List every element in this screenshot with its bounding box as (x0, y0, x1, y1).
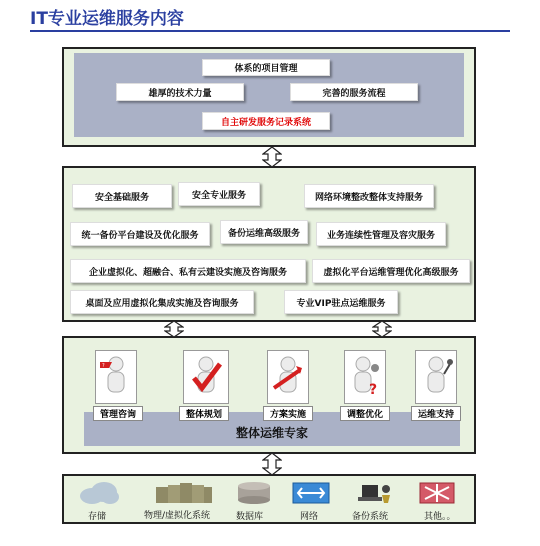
step-implementation-label: 方案实施 (263, 406, 313, 421)
network-router-icon (292, 482, 330, 504)
service-virtualization-ops: 虚拟化平台运维管理优化高级服务 (312, 259, 470, 283)
service-security-basic: 安全基础服务 (72, 184, 172, 208)
top-middle-arrow (262, 146, 282, 168)
infrastructure-panel (62, 474, 476, 524)
title-rule (30, 30, 510, 32)
service-virtualization-cloud: 企业虚拟化、超融合、私有云建设实施及咨询服务 (70, 259, 306, 283)
checkmark-planning-icon (183, 350, 229, 404)
middle-expert-right-arrow (372, 320, 392, 338)
technical-strength-tag: 雄厚的技术力量 (116, 83, 244, 101)
service-process-tag: 完善的服务流程 (290, 83, 418, 101)
backup-system-label: 备份系统 (352, 512, 389, 522)
support-icon (415, 350, 457, 404)
database-label: 数据库 (236, 512, 264, 522)
other-label: 其他。。 (424, 512, 456, 522)
svg-text:?: ? (102, 363, 105, 369)
service-record-system-tag: 自主研发服务记录系统 (202, 112, 330, 130)
database-icon (234, 481, 274, 505)
network-label: 网络 (300, 512, 319, 522)
management-panel (62, 47, 476, 147)
service-security-professional: 安全专业服务 (178, 182, 260, 206)
step-optimization-label: 调整优化 (340, 406, 390, 421)
expert-panel (62, 336, 476, 454)
service-desktop-virtualization: 桌面及应用虚拟化集成实施及咨询服务 (70, 290, 254, 314)
consulting-icon (95, 350, 137, 404)
optimization-icon (344, 350, 386, 404)
other-device-icon (419, 482, 455, 504)
service-vip-onsite: 专业VIP驻点运维服务 (284, 290, 398, 314)
service-backup-platform: 统一备份平台建设及优化服务 (70, 222, 210, 246)
cloud-storage-icon (78, 480, 120, 506)
step-planning-label: 整体规划 (179, 406, 229, 421)
project-management-tag: 体系的项目管理 (202, 59, 330, 76)
svg-text:?: ? (369, 382, 378, 398)
services-panel (62, 166, 476, 322)
storage-label: 存储 (88, 512, 107, 522)
service-backup-ops: 备份运维高级服务 (220, 220, 308, 244)
step-support-label: 运维支持 (411, 406, 461, 421)
expert-banner: 整体运维专家 (235, 426, 308, 440)
service-network-rectification: 网络环境整改整体支持服务 (304, 184, 434, 208)
physical-virtual-system-label: 物理/虚拟化系统 (144, 511, 211, 521)
implementation-icon (267, 350, 309, 404)
server-rack-icon (154, 481, 214, 505)
page-title: IT专业运维服务内容 (30, 9, 184, 29)
service-business-continuity: 业务连续性管理及容灾服务 (316, 222, 446, 246)
expert-infrastructure-arrow (262, 452, 282, 476)
backup-workstation-icon (354, 481, 394, 505)
middle-expert-left-arrow (164, 320, 184, 338)
step-consulting-label: 管理咨询 (93, 406, 143, 421)
